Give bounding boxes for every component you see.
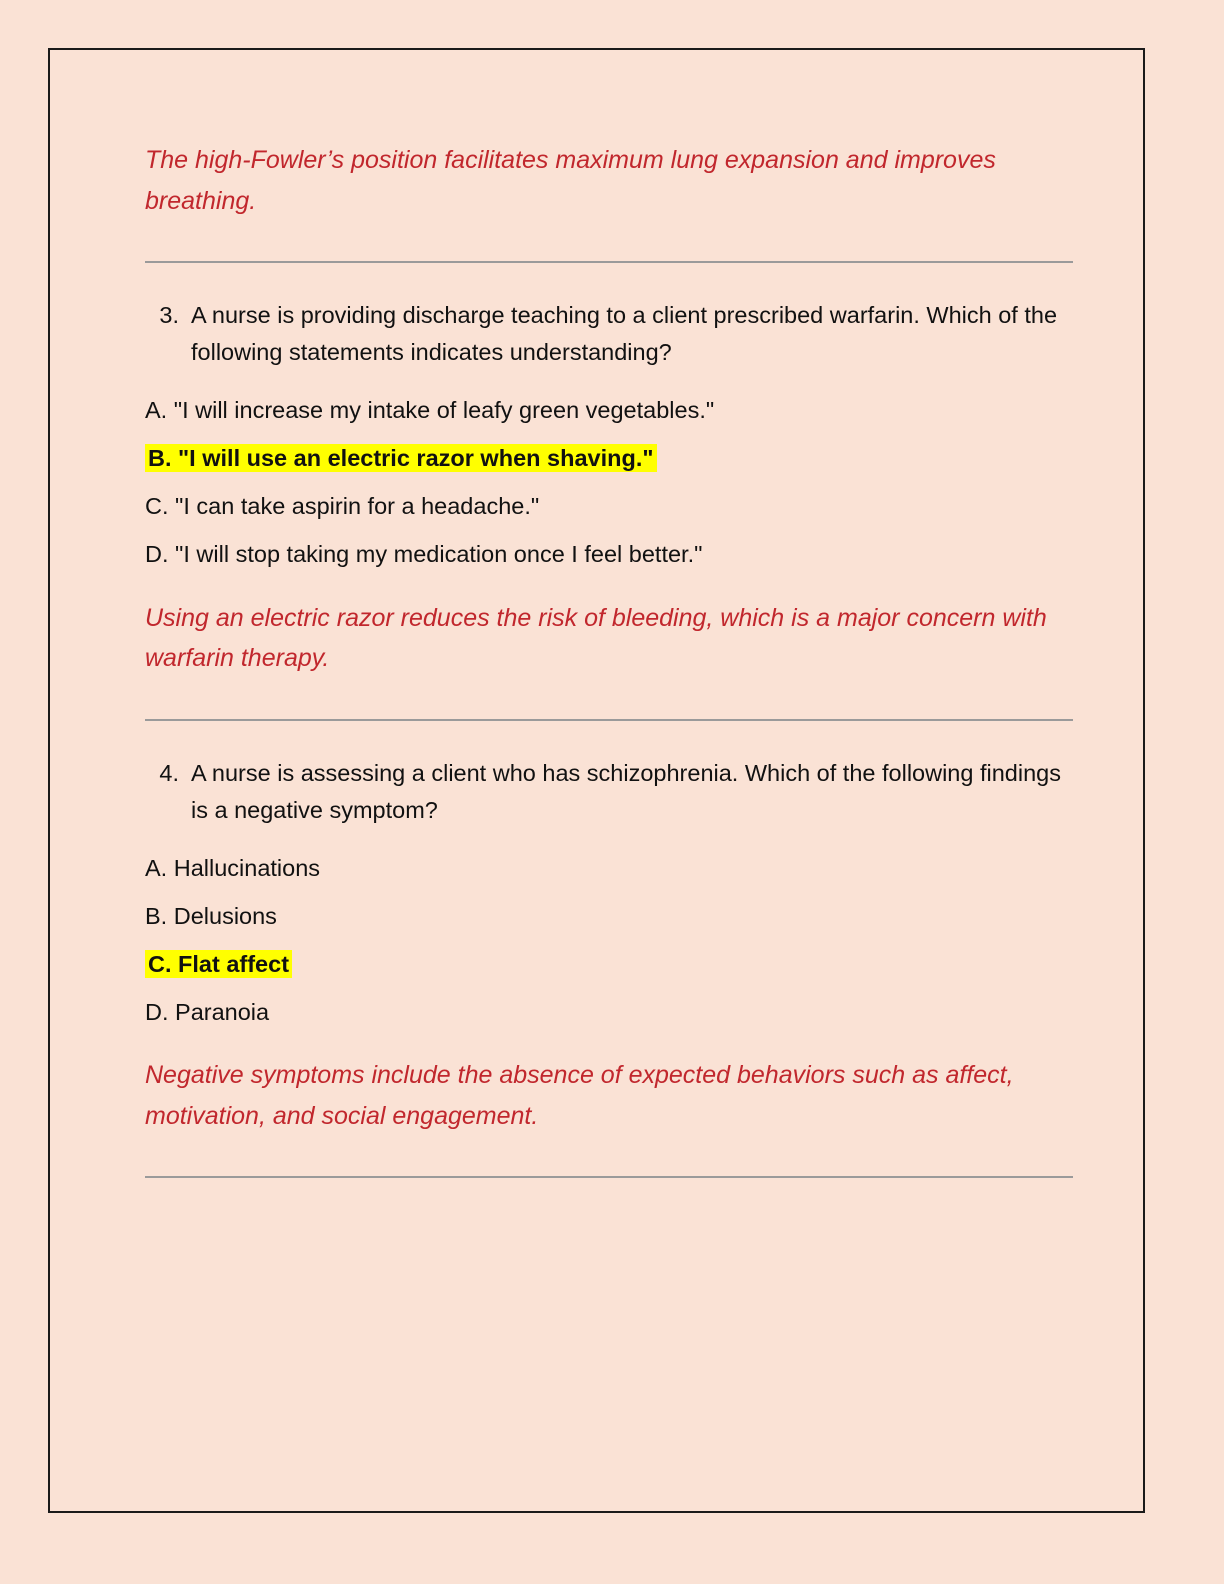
document-content [145,140,1075,1212]
option-4-b[interactable] [145,899,1075,933]
option-4-a[interactable] [145,851,1075,885]
option-3-b-label: B. "I will use an electric razor when shaving." [145,444,657,472]
option-3-b[interactable] [145,441,1075,475]
document-page [48,48,1145,1513]
option-3-d[interactable] [145,537,1075,571]
rationale-question-4: Negative symptoms include the absence of expected behaviors such as affect, motivation, and social engagement. [145,1061,1014,1130]
question-3-options [145,393,1075,571]
section-divider-1 [145,261,1073,263]
option-4-a-label: A. Hallucinations [145,854,321,881]
option-3-c-label: C. "I can take aspirin for a headache." [145,493,540,520]
option-3-c[interactable] [145,489,1075,523]
option-4-d-label: D. Paranoia [145,998,270,1025]
question-3 [145,297,1075,371]
option-4-c[interactable] [145,947,1075,981]
rationale-question-3: Using an electric razor reduces the risk of bleeding, which is a major concern with warfarin therapy. [145,603,1047,672]
rationale-top: The high-Fowler’s position facilitates maximum lung expansion and improves breathing. [145,146,996,215]
question-4-options [145,851,1075,1029]
option-4-c-label: C. Flat affect [145,950,292,978]
option-3-d-label: D. "I will stop taking my medication once I feel better." [145,541,703,568]
option-4-d[interactable] [145,995,1075,1029]
option-3-a[interactable] [145,393,1075,427]
question-3-text: A nurse is providing discharge teaching to a client prescribed warfarin. Which of the following statements indicates understanding? [191,302,1058,366]
option-3-a-label: A. "I will increase my intake of leafy green vegetables." [145,397,715,424]
question-3-number: 3. [159,302,179,328]
section-divider-2 [145,719,1073,721]
question-4-number: 4. [159,759,179,786]
question-4-text: A nurse is assessing a client who has schizophrenia. Which of the following findings is a negative symptom? [191,759,1061,823]
question-4 [145,755,1075,829]
option-4-b-label: B. Delusions [145,902,277,929]
section-divider-3 [145,1176,1073,1178]
